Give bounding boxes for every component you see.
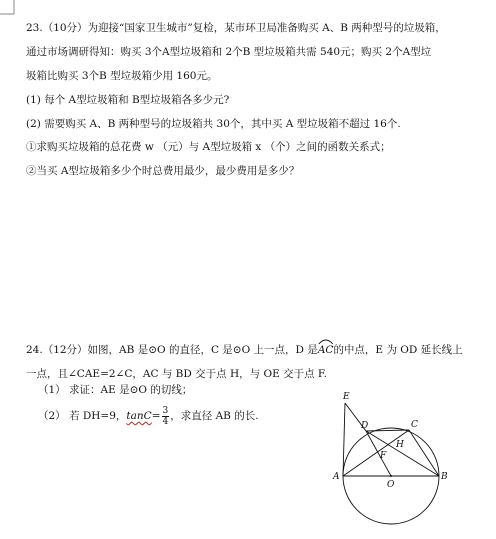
arc-ac	[318, 343, 334, 357]
q23-part-1: (1) 每个 A型垃圾箱和 B型垃圾箱各多少元?	[26, 94, 230, 106]
label-d: D	[361, 421, 369, 431]
arc-symbol-icon	[318, 337, 334, 345]
q24-part-2-text-b: ，求直径 AB 的长.	[170, 410, 259, 422]
q23-stem-line-2: 通过市场调研得知：购买 3个A型垃圾箱和 2个B 型垃圾箱共需 540元；购买 2个A型垃	[26, 46, 432, 58]
chord-bc	[409, 430, 439, 476]
label-h: H	[396, 440, 404, 450]
label-a: A	[333, 472, 340, 482]
segment-do	[366, 431, 391, 476]
fraction-denominator: 4	[162, 416, 169, 427]
q23-part-2-sub-1: ①求购买垃圾箱的总花费 w （元）与 A型垃圾箱 x （个）之间的函数关系式；	[26, 141, 391, 153]
label-e: E	[343, 392, 350, 402]
q24-stem-line-1	[26, 343, 463, 357]
fraction-numerator: 3	[162, 405, 169, 416]
point-o-dot	[390, 475, 392, 477]
q23-part-2-sub-2: ②当买 A型垃圾箱多少个时总费用最少，最少费用是多少？	[26, 165, 300, 177]
geometry-figure	[326, 386, 452, 538]
page-corner-mark	[0, 0, 20, 16]
label-f: F	[380, 451, 387, 461]
q23-part-2: (2) 需要购买 A、B 两种型号的垃圾箱共 30个，其中买 A 型垃圾箱不超过 16个.	[26, 118, 401, 130]
q23-stem-line-3: 圾箱比购买 3个B 型垃圾箱少用 160元。	[26, 70, 218, 82]
label-o: O	[387, 480, 395, 490]
label-b: B	[441, 472, 448, 482]
tan-c-term: tanC	[126, 410, 152, 422]
q24-part-2-text-a: （2） 若 DH=9，	[38, 410, 127, 422]
q24-stem-line-2: 一点，且∠CAE=2∠C，AC 与 BD 交于点 H，与 OE 交于点 F.	[26, 368, 327, 380]
label-c: C	[411, 420, 418, 430]
equals-sign: =	[151, 410, 161, 422]
q24-part-1: （1） 求证：AE 是⊙O 的切线；	[38, 384, 193, 396]
q24-part-2	[38, 405, 259, 427]
q24-stem-text-b: 的中点，E 为 OD 延长线上	[333, 344, 463, 356]
chord-bd	[366, 431, 439, 476]
fraction-three-quarters	[162, 406, 170, 427]
arc-label: AC	[317, 344, 334, 356]
chord-cd	[366, 430, 409, 431]
q23-stem-line-1: 23.（10分）为迎接“国家卫生城市”复检，某市环卫局准备购买 A、B 两种型号的垃圾箱，	[26, 22, 446, 34]
q24-stem-text-a: 24.（12分）如图，AB 是⊙O 的直径，C 是⊙O 上一点，D 是	[26, 344, 318, 356]
